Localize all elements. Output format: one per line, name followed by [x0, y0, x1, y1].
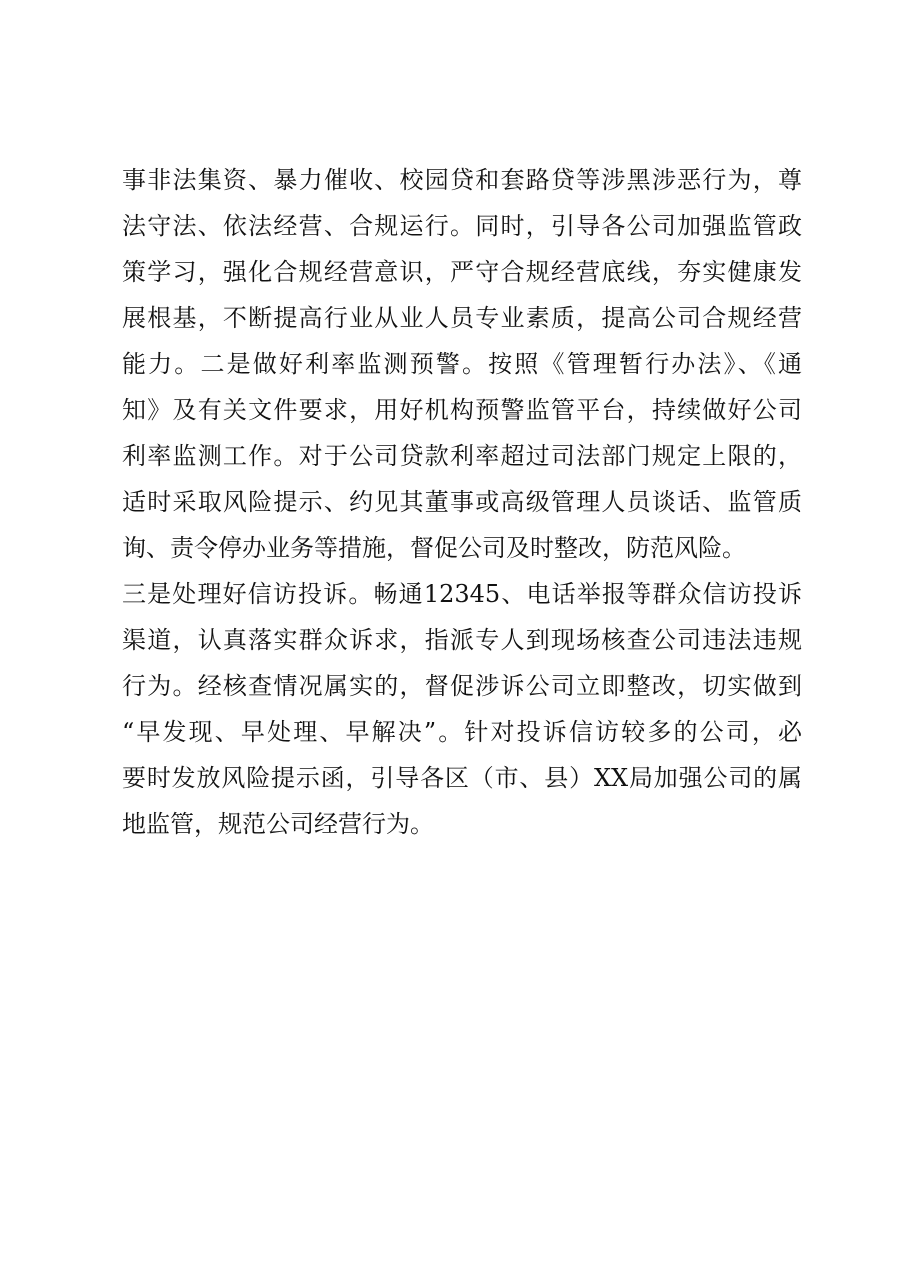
text-line: 利率监测工作。对于公司贷款利率超过司法部门规定上限的， — [122, 442, 802, 470]
text-line: 法守法、依法经营、合规运行。同时，引导各公司加强监管政 — [122, 212, 802, 240]
text-line: 知》及有关文件要求，用好机构预警监管平台，持续做好公司 — [122, 396, 802, 424]
text-line: 展根基，不断提高行业从业人员专业素质，提高公司合规经营 — [122, 304, 802, 332]
text-line: 询、责令停办业务等措施，督促公司及时整改，防范风险。 — [122, 534, 746, 562]
text-line: 能力。二是做好利率监测预警。按照《管理暂行办法》、《通 — [122, 350, 802, 378]
text-line: “早发现、早处理、早解决”。针对投诉信访较多的公司，必 — [122, 718, 802, 746]
text-line: 要时发放风险提示函，引导各区（市、县）XX局加强公司的属 — [122, 764, 802, 792]
text-line: 适时采取风险提示、约见其董事或高级管理人员谈话、监管质 — [122, 488, 802, 516]
text-line: 三是处理好信访投诉。畅通12345、电话举报等群众信访投诉 — [122, 580, 802, 608]
text-line: 渠道，认真落实群众诉求，指派专人到现场核查公司违法违规 — [122, 626, 802, 654]
text-line: 策学习，强化合规经营意识，严守合规经营底线，夯实健康发 — [122, 258, 802, 286]
text-line: 事非法集资、暴力催收、校园贷和套路贷等涉黑涉恶行为，尊 — [122, 166, 802, 194]
text-line: 行为。经核查情况属实的，督促涉诉公司立即整改，切实做到 — [122, 672, 802, 700]
text-line: 地监管，规范公司经营行为。 — [122, 810, 434, 838]
